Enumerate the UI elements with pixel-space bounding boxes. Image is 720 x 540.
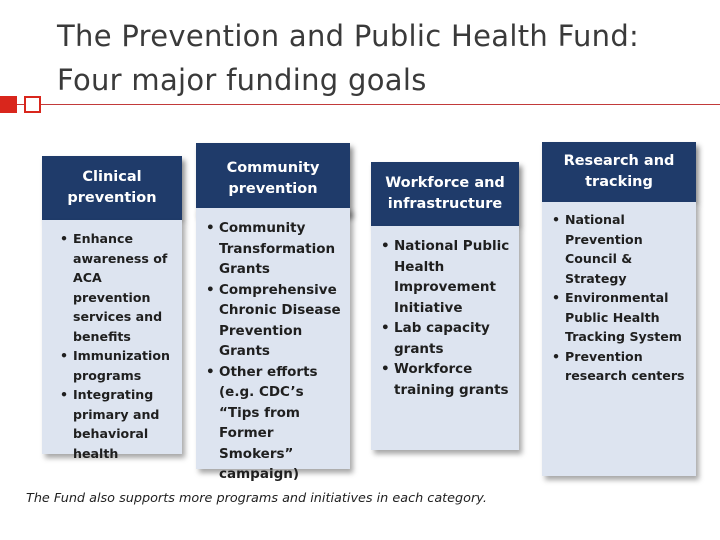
list-item: • Workforce training grants: [381, 359, 511, 400]
column-body: [196, 208, 350, 482]
list-item: • Comprehensive Chronic Disease Prevention Grants: [206, 280, 342, 362]
accent-square-outline: [24, 96, 41, 113]
bullet-list: [60, 229, 172, 463]
list-item: • Environmental Public Health Tracking System: [552, 288, 690, 347]
accent-square-filled: [0, 96, 17, 113]
slide-title-line-2: Four major funding goals: [57, 63, 427, 97]
list-item: • Enhance awareness of ACA prevention services and benefits: [60, 229, 172, 346]
column-body: [542, 202, 696, 476]
list-item: • Integrating primary and behavioral health: [60, 385, 172, 463]
footnote: The Fund also supports more programs and initiatives in each category.: [26, 491, 487, 506]
bullet-list: [381, 236, 511, 400]
list-item: • Other efforts (e.g. CDC’s “Tips from Former Smokers” campaign): [206, 362, 342, 485]
slide-title: [57, 14, 707, 102]
column-body: [42, 220, 182, 461]
list-item: • Immunization programs: [60, 346, 172, 385]
list-item: • National Public Health Improvement Initiative: [381, 236, 511, 318]
title-divider: [0, 104, 720, 105]
slide-title-line-1: The Prevention and Public Health Fund:: [57, 19, 640, 53]
column-heading: Research and tracking: [542, 142, 696, 202]
column-body: [371, 226, 519, 450]
list-item: • Lab capacity grants: [381, 318, 511, 359]
list-item: • Community Transformation Grants: [206, 218, 342, 280]
column-heading: Clinical prevention: [42, 156, 182, 220]
bullet-list: [206, 218, 342, 485]
column-heading: Workforce and infrastructure: [371, 162, 519, 226]
bullet-list: [552, 210, 690, 386]
column-heading: Community prevention: [196, 143, 350, 215]
list-item: • National Prevention Council & Strategy: [552, 210, 690, 288]
list-item: • Prevention research centers: [552, 347, 690, 386]
